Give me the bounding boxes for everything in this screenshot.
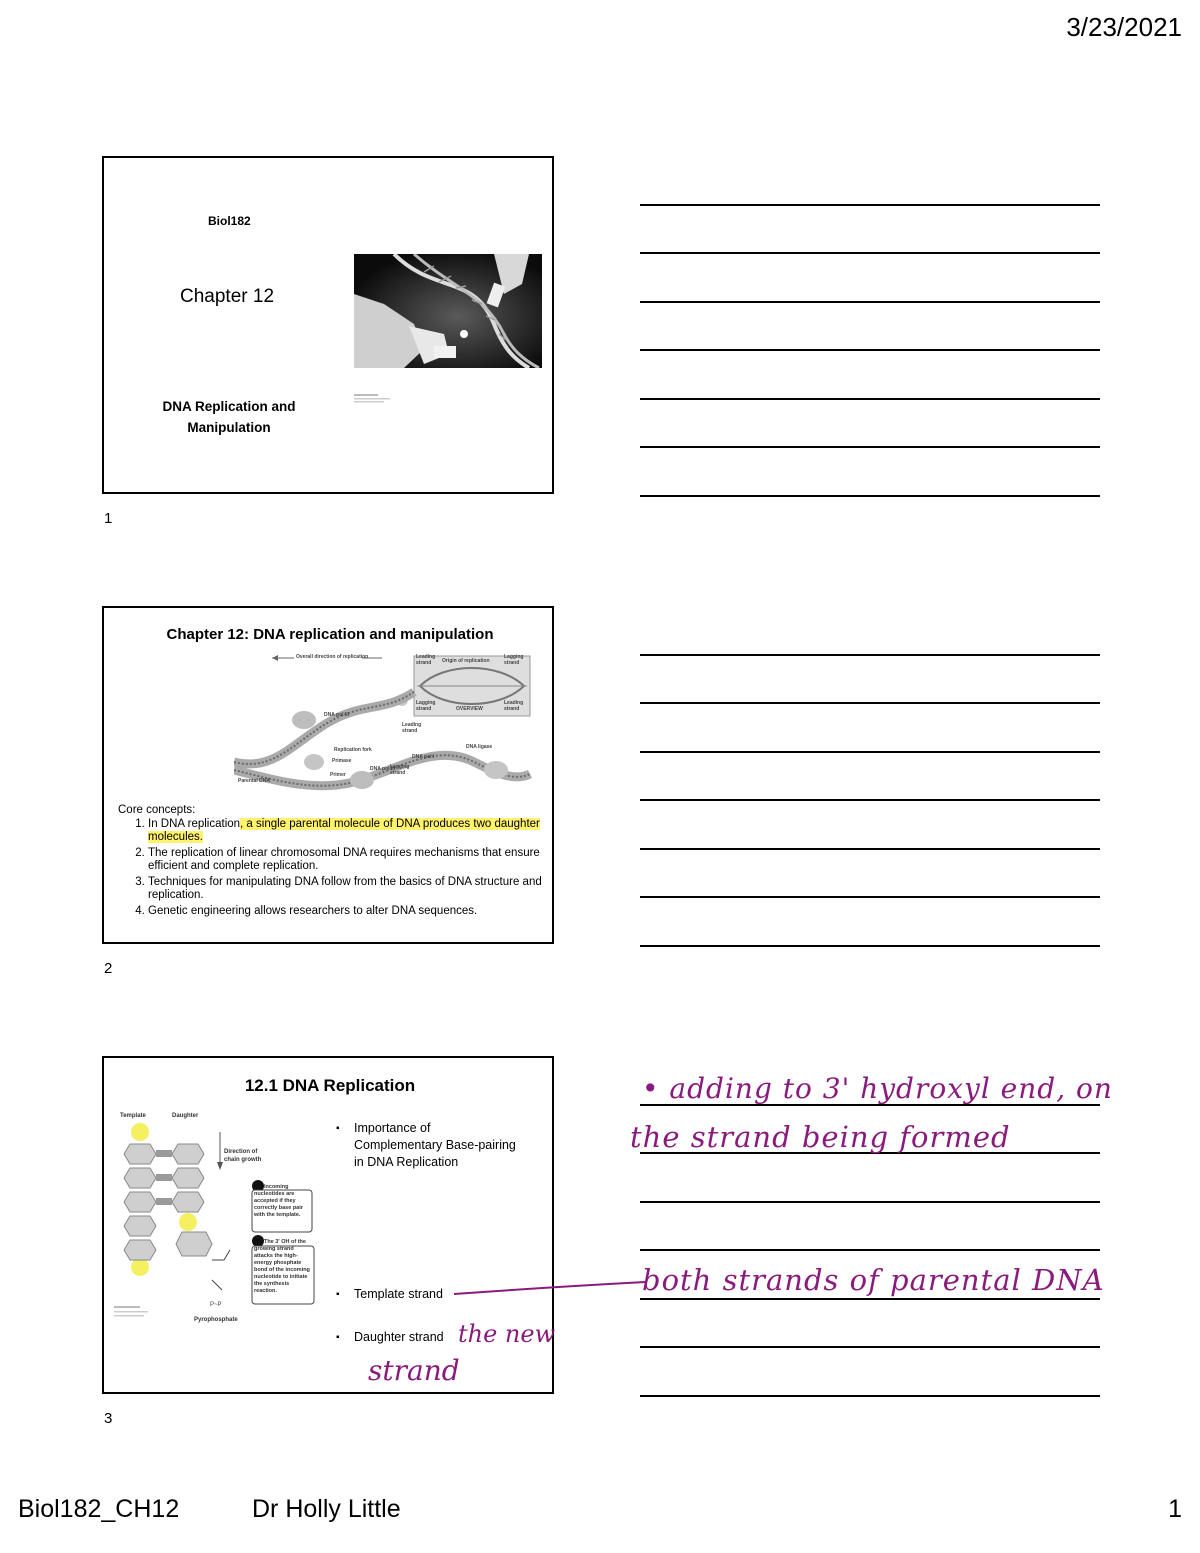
bullet-importance: ▪ Importance of Complementary Base-pairing in DNA Replication — [336, 1120, 516, 1171]
label-primase: Primase — [332, 758, 352, 764]
slide-2-title: Chapter 12: DNA replication and manipulation — [166, 626, 494, 643]
note-line — [640, 848, 1100, 850]
label-lagging-strand-bl: Lagging strand — [416, 700, 436, 712]
label-origin: Origin of replication — [442, 658, 490, 664]
label-leading-strand-tl: Leading strand — [416, 654, 436, 666]
note-line — [640, 446, 1100, 448]
note-line — [640, 204, 1100, 206]
label-direction: Direction of chain growth — [224, 1149, 262, 1163]
footer-instructor: Dr Holly Little — [252, 1495, 401, 1523]
photo-credit-smudge — [354, 392, 394, 404]
core-concept-item: 2. The replication of linear chromosomal DNA requires mechanisms that ensure efficient and complete replication. — [148, 847, 548, 873]
core-concepts-heading: Core concepts: — [118, 804, 196, 816]
label-pyrophosphate: Pyrophosphate — [194, 1317, 238, 1323]
core-concepts — [118, 804, 548, 921]
label-dna-pol-i: DNA pol I — [412, 754, 435, 760]
note-line — [640, 751, 1100, 753]
note-line — [640, 1249, 1100, 1251]
label-dna-pol-iii-bottom: DNA pol III — [370, 766, 396, 772]
label-overview: OVERVIEW — [456, 706, 483, 712]
slide-1 — [102, 156, 554, 494]
note-line — [640, 945, 1100, 947]
svg-text:P~P: P~P — [210, 1302, 222, 1308]
handwritten-note-3a: the new — [458, 1320, 556, 1348]
note-line — [640, 495, 1100, 497]
slide-1-subtitle: DNA Replication and Manipulation — [162, 399, 296, 435]
note-line — [640, 349, 1100, 351]
label-daughter: Daughter — [172, 1113, 199, 1119]
label-leading-strand: Leading strand — [402, 722, 422, 734]
note-line — [640, 1395, 1100, 1397]
label-dna-ligase: DNA ligase — [466, 744, 493, 750]
slide-2-number: 2 — [104, 960, 113, 977]
handwritten-note-3b: strand — [368, 1354, 460, 1387]
handwritten-note-1b: the strand being formed — [630, 1120, 1011, 1154]
note-line — [640, 301, 1100, 303]
slide-3-number: 3 — [104, 1410, 113, 1427]
slide-3-bullets — [336, 1120, 516, 1171]
label-overall-direction: Overall direction of replication — [296, 654, 369, 660]
label-step-2: The 3' OH of the growing strand attacks the high-energy phosphate bond of the incoming nucleotide to initiate the synthesis reaction. — [254, 1239, 310, 1294]
label-lagging-strand: Lagging strand — [390, 764, 410, 776]
note-line — [640, 702, 1100, 704]
dna-robot-photo — [354, 254, 542, 368]
handwritten-note-1a: • adding to 3' hydroxyl end, on — [642, 1072, 1113, 1105]
highlighted-text: , a single parental molecule of DNA produces two daughter molecules. — [148, 818, 540, 843]
handwritten-note-2: both strands of parental DNA — [642, 1263, 1105, 1297]
note-line — [640, 896, 1100, 898]
core-concept-item: 1. In DNA replication, a single parental molecule of DNA produces two daughter molecules. — [148, 818, 548, 844]
label-step-1: Incoming nucleotides are accepted if they correctly base pair with the template. — [254, 1184, 303, 1218]
label-lagging-strand-tr: Lagging strand — [504, 654, 524, 666]
core-concept-item: 3. Techniques for manipulating DNA follow from the basics of DNA structure and replication. — [148, 876, 548, 902]
label-leading-strand-br: Leading strand — [504, 700, 524, 712]
footer-page-number: 1 — [1168, 1495, 1182, 1523]
label-replication-fork: Replication fork — [334, 747, 372, 753]
handwritten-connector-line — [450, 1276, 650, 1300]
label-template: Template — [120, 1113, 146, 1119]
label-primer: Primer — [330, 772, 346, 778]
note-line — [640, 799, 1100, 801]
print-date: 3/23/2021 — [1066, 12, 1182, 42]
note-line — [640, 1346, 1100, 1348]
bullet-daughter-strand: ▪ Daughter strand — [336, 1329, 496, 1346]
note-line — [640, 1201, 1100, 1203]
note-line — [640, 398, 1100, 400]
slide-3-title: 12.1 DNA Replication — [244, 1076, 416, 1095]
bullet-template-strand: ▪ Template strand — [336, 1286, 496, 1303]
base-pairing-figure — [112, 1110, 332, 1330]
note-line — [640, 1298, 1100, 1300]
label-dna-pol-iii-top: DNA pol III — [324, 712, 350, 718]
note-line — [640, 252, 1100, 254]
slide-1-course: Biol182 — [208, 214, 251, 228]
note-line — [640, 654, 1100, 656]
slide-1-number: 1 — [104, 510, 113, 527]
footer-course-code: Biol182_CH12 — [18, 1495, 180, 1523]
label-parental-dna: Parental DNA — [238, 778, 270, 784]
replication-fork-figure — [234, 652, 534, 802]
core-concept-item: 4. Genetic engineering allows researchers to alter DNA sequences. — [148, 905, 548, 918]
core-concepts-list — [118, 818, 548, 918]
slide-1-title: Chapter 12 — [180, 286, 275, 307]
slide-2 — [102, 606, 554, 944]
